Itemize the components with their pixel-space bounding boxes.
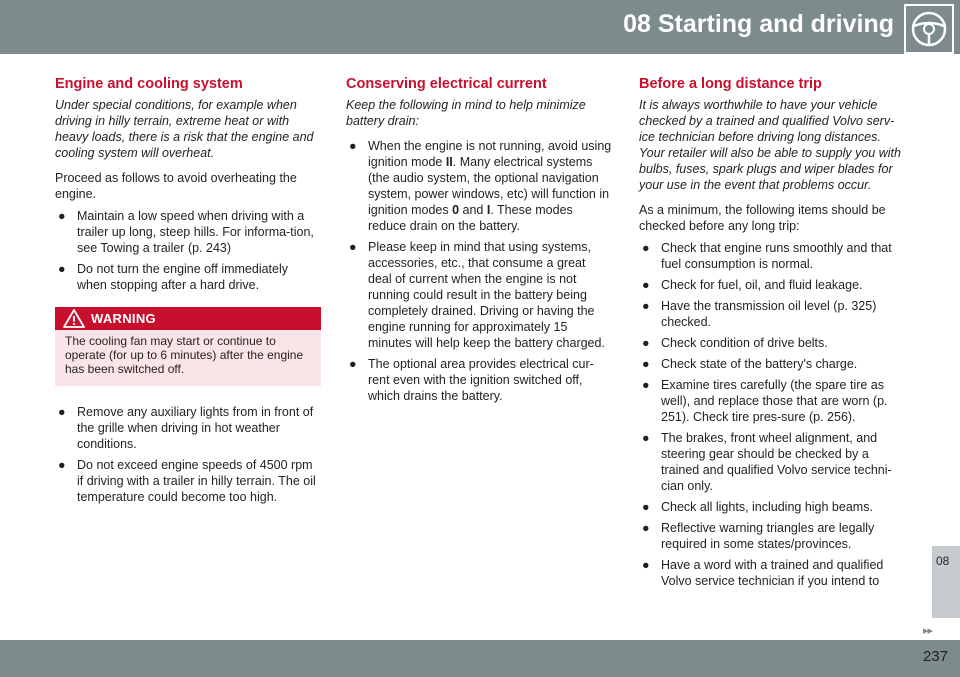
bullet-list (55, 208, 321, 293)
section-heading: Engine and cooling system (55, 76, 243, 92)
column-long-distance-trip (639, 76, 907, 594)
chapter-title: 08 Starting and driving (623, 10, 894, 38)
list-item (55, 261, 321, 293)
ignition-mode-label: 0 (452, 203, 460, 217)
ignition-mode-label: II (445, 155, 453, 169)
bullet-dot: ● (642, 431, 650, 445)
bullet-dot: ● (349, 240, 357, 254)
bullet-list (346, 138, 612, 404)
bullet-dot: ● (642, 357, 650, 371)
list-item-text: Reflective warning triangles are legally required in some states/provinces. (661, 521, 875, 551)
list-item (639, 240, 907, 272)
bullet-dot: ● (58, 209, 66, 223)
bullet-dot: ● (58, 262, 66, 276)
list-item (55, 457, 321, 505)
list-item (639, 499, 907, 515)
list-item (346, 356, 612, 404)
list-item (639, 430, 907, 494)
text-run: . These modes reduce drain on the battery. (368, 203, 573, 233)
page-footer-bar (0, 640, 960, 677)
bullet-dot: ● (642, 299, 650, 313)
list-item (639, 520, 907, 552)
list-item-text: Do not turn the engine off immediately when stopping after a hard drive. (77, 262, 289, 292)
chapter-tab-label: 08 (936, 554, 950, 568)
bullet-dot: ● (58, 405, 66, 419)
list-item (346, 239, 612, 351)
paragraph: Proceed as follows to avoid overheating the engine. (55, 171, 297, 201)
page-number: 237 (922, 648, 948, 665)
list-item (639, 557, 907, 589)
section-heading: Conserving electrical current (346, 76, 547, 92)
warning-title: WARNING (91, 311, 156, 326)
list-item (55, 208, 321, 256)
list-item (55, 404, 321, 452)
warning-triangle-icon (63, 309, 85, 328)
list-item-text: Check condition of drive belts. (661, 336, 828, 350)
list-item (639, 298, 907, 330)
bullet-dot: ● (58, 458, 66, 472)
paragraph: As a minimum, the following items should be checked before any long trip: (639, 203, 886, 233)
list-item (639, 277, 907, 293)
chapter-header-bar (0, 0, 960, 54)
bullet-dot: ● (642, 500, 650, 514)
list-item (639, 335, 907, 351)
text-run: . Many electrical systems (the audio system, the optional navigation system, power windows, etc) will function in ignition modes (368, 155, 610, 217)
list-item (346, 138, 612, 234)
list-item-text: Check state of the battery's charge. (661, 357, 858, 371)
list-item-text: Please keep in mind that using systems, accessories, etc., that consume a great deal of current when the engine is not running could result in the battery being completely drained. Driving or having the engine running for approximately 15 minutes will help keep the battery charged. (368, 240, 605, 350)
warning-header (55, 307, 321, 330)
section-intro: Under special conditions, for example when driving in hilly terrain, extreme heat or with heavy loads, there is a risk that the engine and cooling system will overheat. (55, 98, 314, 160)
list-item-text: Do not exceed engine speeds of 4500 rpm if driving with a trailer in hilly terrain. The oil temperature could become too high. (77, 458, 316, 504)
list-item-text: The brakes, front wheel alignment, and steering gear should be checked by a trained and qualified Volvo service techni-cian only. (661, 431, 892, 493)
bullet-dot: ● (642, 378, 650, 392)
bullet-dot: ● (642, 521, 650, 535)
list-item (639, 356, 907, 372)
text-run: When the engine is not running, avoid using ignition mode (368, 139, 612, 169)
bullet-dot: ● (349, 139, 357, 153)
bullet-list (639, 240, 907, 589)
bullet-list (55, 404, 321, 505)
list-item-text: Maintain a low speed when driving with a trailer up long, steep hills. For informa-tion, see Towing a trailer (p. 243) (77, 209, 314, 255)
bullet-dot: ● (642, 241, 650, 255)
chapter-icon-box (904, 4, 954, 54)
list-item-text: Remove any auxiliary lights from in front of the grille when driving in hot weather conditions. (77, 405, 314, 451)
bullet-dot: ● (642, 278, 650, 292)
section-intro: It is always worthwhile to have your vehicle checked by a trained and qualified Volvo serv-ice technician before driving long distances. Your retailer will also be able to supply you with bulbs, fuses, spark plugs and wiper blades for your use in the event that problems occur. (639, 98, 901, 192)
bullet-dot: ● (642, 336, 650, 350)
list-item-text: Check all lights, including high beams. (661, 500, 873, 514)
ignition-mode-label: I (486, 203, 491, 217)
list-item-text: Have a word with a trained and qualified Volvo service technician if you intend to (661, 558, 884, 588)
section-intro: Keep the following in mind to help minimize battery drain: (346, 98, 586, 128)
steering-wheel-icon (904, 4, 954, 54)
chapter-side-tab[interactable] (932, 546, 960, 618)
list-item-text: The optional area provides electrical cur-rent even with the ignition switched off, which drains the battery. (368, 357, 594, 403)
column-engine-cooling (55, 76, 321, 510)
bullet-dot: ● (349, 357, 357, 371)
list-item-text (368, 139, 611, 233)
text-run: and (459, 203, 487, 217)
next-page-arrows-icon[interactable]: ▸▸ (923, 625, 933, 637)
warning-text: The cooling fan may start or continue to operate (for up to 6 minutes) after the engine has been switched off. (65, 334, 304, 376)
column-electrical-current (346, 76, 612, 409)
list-item-text: Check that engine runs smoothly and that fuel consumption is normal. (661, 241, 892, 271)
list-item-text: Have the transmission oil level (p. 325) checked. (661, 299, 877, 329)
bullet-dot: ● (642, 558, 650, 572)
warning-box (55, 307, 321, 386)
list-item-text: Check for fuel, oil, and fluid leakage. (661, 278, 863, 292)
list-item (639, 377, 907, 425)
list-item-text: Examine tires carefully (the spare tire as well), and replace those that are worn (p. 251). Check tire pres-sure (p. 256). (661, 378, 888, 424)
section-heading: Before a long distance trip (639, 76, 822, 92)
